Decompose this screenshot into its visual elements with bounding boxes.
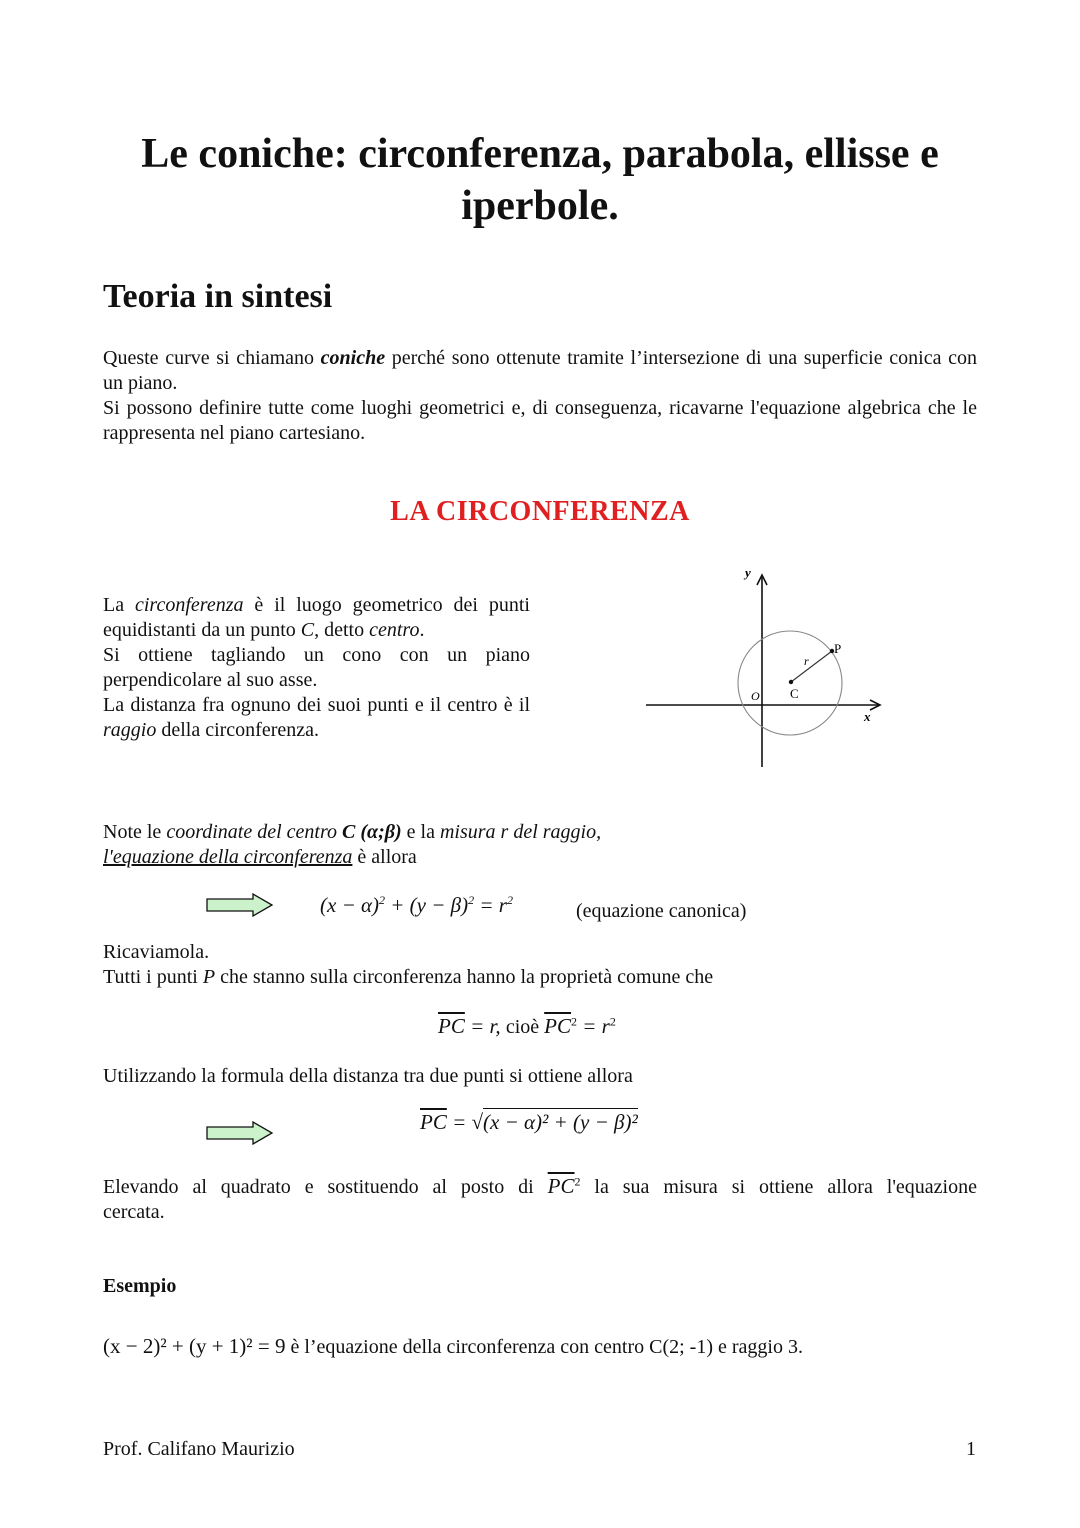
center-coordinates: C (α;β) [342,821,402,843]
note-paragraph: Note le coordinate del centro C (α;β) e la misura r del raggio, l'equazione della circonferenza è allora [103,821,602,868]
point-label: P [834,641,842,656]
example-equation: (x − 2)² + (y + 1)² = 9 [103,1334,286,1358]
footer-author: Prof. Califano Maurizio [103,1438,295,1460]
title-line-1: Le coniche: circonferenza, parabola, ellisse e [141,131,939,177]
circle-diagram [640,565,890,775]
coniche-term: coniche [320,347,386,369]
example-line: (x − 2)² + (y + 1)² = 9 è l’equazione della circonferenza con centro C(2; -1) e raggio 3. [103,1334,803,1358]
section-title-circonferenza: LA CIRCONFERENZA [390,496,690,527]
canonical-equation: $(x - \alpha)^2 + (y - \beta)^2 = r^2$ [320,893,513,917]
section-subtitle: Teoria in sintesi [103,278,333,315]
derivation-paragraph: Ricaviamola. Tutti i punti P che stanno sulla circonferenza hanno la proprietà comune che [103,941,714,988]
origin-label: O [751,689,760,703]
radius-label: r [804,654,809,668]
squaring-paragraph: Elevando al quadrato e sostituendo al posto di $\overline{PC}^2$ la sua misura si ottiene allora l'equazione cercata. [103,1174,977,1223]
intro-paragraph-2: Si possono definire tutte come luoghi geometrici e, di conseguenza, ricavarne l'equazione algebrica che le rappresenta nel piano cartesiano. [103,397,977,444]
radius-segment [791,651,832,682]
arrow-right-icon [206,1121,274,1145]
sqrt-symbol: √ [471,1110,484,1134]
page-number: 1 [966,1438,976,1460]
example-heading: Esempio [103,1275,177,1297]
definition-paragraph: La circonferenza è il luogo geometrico dei punti equidistanti da un punto C, detto centro. Si ottiene tagliando un cono con un piano perpendicolare al suo asse. La distanza fra ognuno dei suoi punti e il centro è il raggio della circonferenza. [103,594,530,741]
center-point [789,680,793,684]
distance-text: Utilizzando la formula della distanza tra due punti si ottiene allora [103,1065,633,1087]
page-title [0,128,1080,232]
intro-paragraph-1: Queste curve si chiamano coniche perché sono ottenute tramite l’intersezione di una superficie conica con un piano. [103,347,977,394]
equation-link-text: l'equazione della circonferenza [103,846,353,868]
center-label: C [790,686,799,701]
canonical-label: (equazione canonica) [576,900,747,922]
distance-formula: $\overline{PC} = √(x - \alpha)^2 + (y - \beta)^2$ [420,1110,638,1134]
property-equation: $\overline{PC} = r$, cioè $\overline{PC}^2 = r^2$ [438,1014,616,1038]
y-axis-label: y [745,565,751,580]
x-axis-label: x [864,709,871,724]
title-line-2: iperbole. [461,183,619,229]
arrow-right-icon [206,893,274,917]
